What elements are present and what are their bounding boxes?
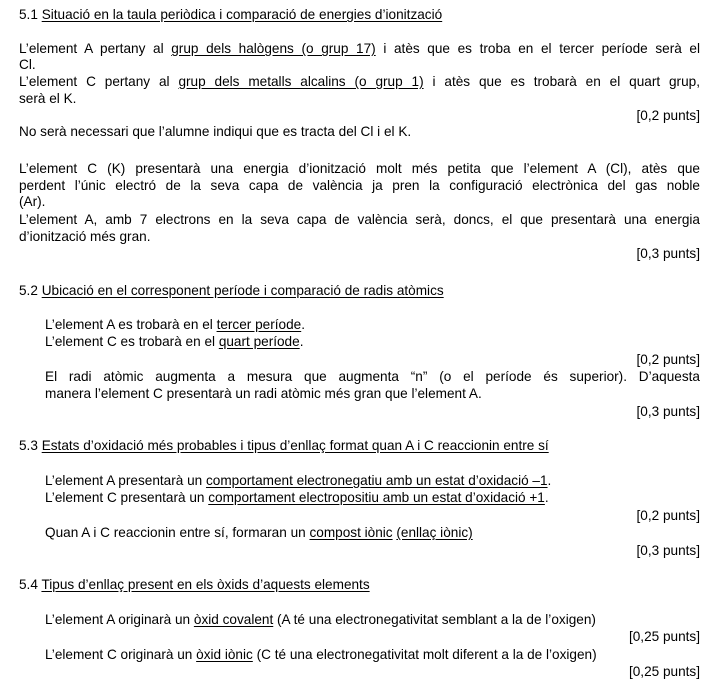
paragraph-line: manera l’element C presentarà un radi atòmic més gran que l’element A. xyxy=(45,386,482,401)
section-title: Ubicació en el corresponent període i comparació de radis atòmics xyxy=(41,283,444,298)
section-5-2-heading xyxy=(19,283,444,299)
section-number: 5.4 xyxy=(19,577,38,592)
paragraph-line: Cl. xyxy=(19,57,36,72)
underlined-fourth-period: quart període xyxy=(218,334,300,349)
underlined-alkali-group: grup dels metalls alcalins (o grup 1) xyxy=(178,74,424,89)
points-label: [0,2 punts] xyxy=(636,108,700,123)
section-5-4-heading xyxy=(19,577,370,593)
underlined-electronegative: comportament electronegatiu amb un estat d’oxidació –1 xyxy=(205,473,548,488)
paragraph-element-a-group: L’element A pertany al grup dels halògens (o grup 17) i atès que es troba en el tercer període serà el xyxy=(19,41,700,56)
points-label: [0,2 punts] xyxy=(636,352,700,367)
underlined-ionic-compound: compost iònic xyxy=(309,525,393,540)
paragraph-line: perdent l’únic electró de la seva capa de valència ja pren la configuració electrònica del gas noble xyxy=(19,178,700,193)
paragraph-line: L’element C originarà un òxid iònic (C té una electronegativitat molt diferent a la de l’oxigen) xyxy=(45,647,597,662)
underlined-covalent-oxide: òxid covalent xyxy=(193,612,274,627)
points-label: [0,2 punts] xyxy=(636,508,700,523)
paragraph-line: (Ar). xyxy=(19,194,46,209)
paragraph-line: L’element C es trobarà en el quart període. xyxy=(45,334,304,349)
points-label: [0,3 punts] xyxy=(636,543,700,558)
paragraph-line: serà el K. xyxy=(19,91,77,106)
section-title: Situació en la taula periòdica i comparació de energies d’ionització xyxy=(41,7,443,22)
points-label: [0,25 punts] xyxy=(628,629,700,644)
underlined-ionic-oxide: òxid iònic xyxy=(196,647,253,662)
paragraph-line: L’element A originarà un òxid covalent (A té una electronegativitat semblant a la de l’oxigen) xyxy=(45,612,596,627)
section-title: Estats d’oxidació més probables i tipus d’enllaç format quan A i C reaccionin entre sí xyxy=(41,438,549,453)
section-number: 5.1 xyxy=(19,7,38,22)
section-title: Tipus d’enllaç present en els òxids d’aquests elements xyxy=(41,577,370,592)
section-5-1-heading xyxy=(19,7,442,23)
paragraph-element-c-group: L’element C pertany al grup dels metalls alcalins (o grup 1) i atès que es trobarà en el quart grup, xyxy=(19,74,700,89)
paragraph-line: L’element A es trobarà en el tercer període. xyxy=(45,317,305,332)
section-number: 5.2 xyxy=(19,283,38,298)
underlined-electropositive: comportament electropositiu amb un estat d’oxidació +1 xyxy=(208,490,545,505)
underlined-ionic-bond: (enllaç iònic) xyxy=(396,525,473,540)
section-number: 5.3 xyxy=(19,438,38,453)
paragraph-line: d’ionització més gran. xyxy=(19,229,151,244)
note-text: No serà necessari que l’alumne indiqui que es tracta del Cl i el K. xyxy=(19,124,412,139)
paragraph-line: L’element C (K) presentarà una energia d’ionització molt més petita que l’element A (Cl), atès que xyxy=(19,161,700,176)
underlined-halogen-group: grup dels halògens (o grup 17) xyxy=(171,41,376,56)
paragraph-line: Quan A i C reaccionin entre sí, formaran un compost iònic (enllaç iònic) xyxy=(45,525,473,540)
underlined-third-period: tercer període xyxy=(216,317,302,332)
paragraph-line: L’element A, amb 7 electrons en la seva capa de valència serà, doncs, el que presentarà una energia xyxy=(19,212,700,227)
points-label: [0,25 punts] xyxy=(628,664,700,679)
points-label: [0,3 punts] xyxy=(636,246,700,261)
points-label: [0,3 punts] xyxy=(636,404,700,419)
paragraph-line: L’element A presentarà un comportament electronegatiu amb un estat d’oxidació –1. xyxy=(45,473,552,488)
paragraph-line: El radi atòmic augmenta a mesura que augmenta “n” (o el període és superior). D’aquesta xyxy=(45,369,700,384)
paragraph-line: L’element C presentarà un comportament electropositiu amb un estat d’oxidació +1. xyxy=(45,490,549,505)
section-5-3-heading xyxy=(19,438,549,454)
